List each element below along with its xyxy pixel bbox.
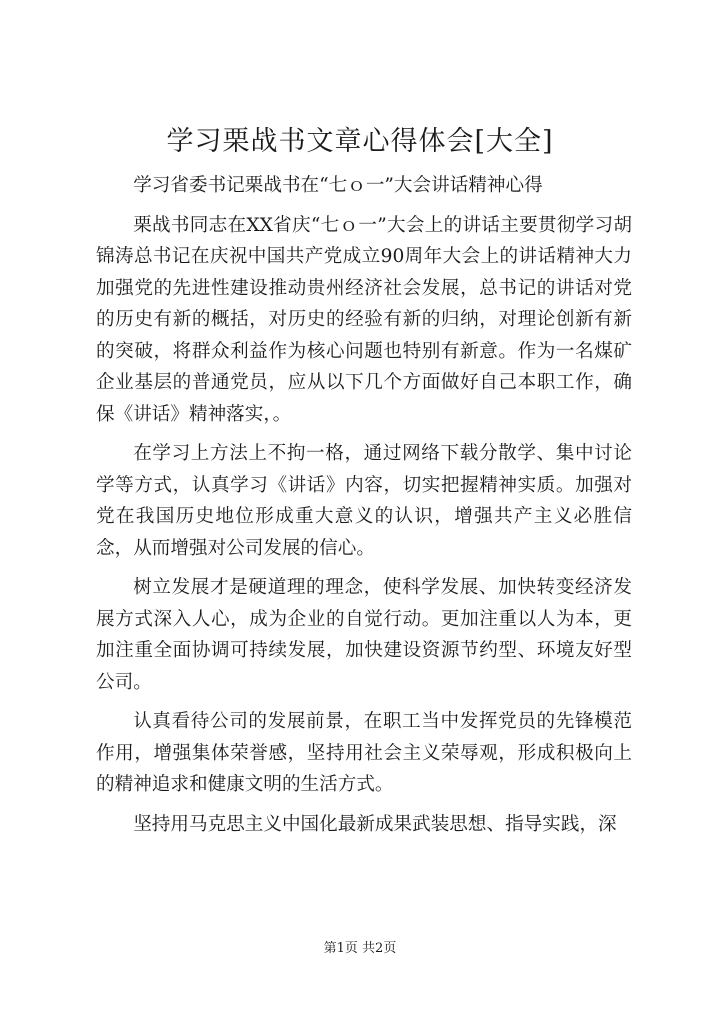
document-body [96, 170, 632, 848]
body-paragraph: 在学习上方法上不拘一格，通过网络下载分散学、集中讨论学等方式，认真学习《讲话》内容，切实把握精神实质。加强对党在我国历史地位形成重大意义的认识，增强共产主义必胜信念，从而增强对公司发展的信心。 [96, 443, 632, 559]
document-title: 学习栗战书文章心得体会[大全] [166, 126, 554, 157]
body-paragraph: 树立发展才是硬道理的理念，使科学发展、加快转变经济发展方式深入人心，成为企业的自觉行动。更加注重以人为本，更加注重全面协调可持续发展，加快建设资源节约型、环境友好型公司。 [96, 577, 632, 693]
body-paragraph: 坚持用马克思主义中国化最新成果武装思想、指导实践，深 [133, 813, 617, 835]
body-paragraph: 认真看待公司的发展前景，在职工当中发挥党员的先锋模范作用，增强集体荣誉感，坚持用社会主义荣辱观，形成积极向上的精神追求和健康文明的生活方式。 [96, 711, 632, 795]
page-footer: 第1页 共2页 [323, 941, 397, 956]
body-paragraph: 栗战书同志在XX省庆“七ｏ一”大会上的讲话主要贯彻学习胡锦涛总书记在庆祝中国共产党成立90周年大会上的讲话精神大力加强党的先进性建设推动贵州经济社会发展，总书记的讲话对党的历史有新的概括，对历史的经验有新的归纳，对理论创新有新的突破，将群众利益作为核心问题也特别有新意。作为一名煤矿企业基层的普通党员，应从以下几个方面做好自己本职工作，确保《讲话》精神落实，。 [96, 214, 632, 425]
subtitle-paragraph: 学习省委书记栗战书在“七ｏ一”大会讲话精神心得 [133, 175, 543, 196]
